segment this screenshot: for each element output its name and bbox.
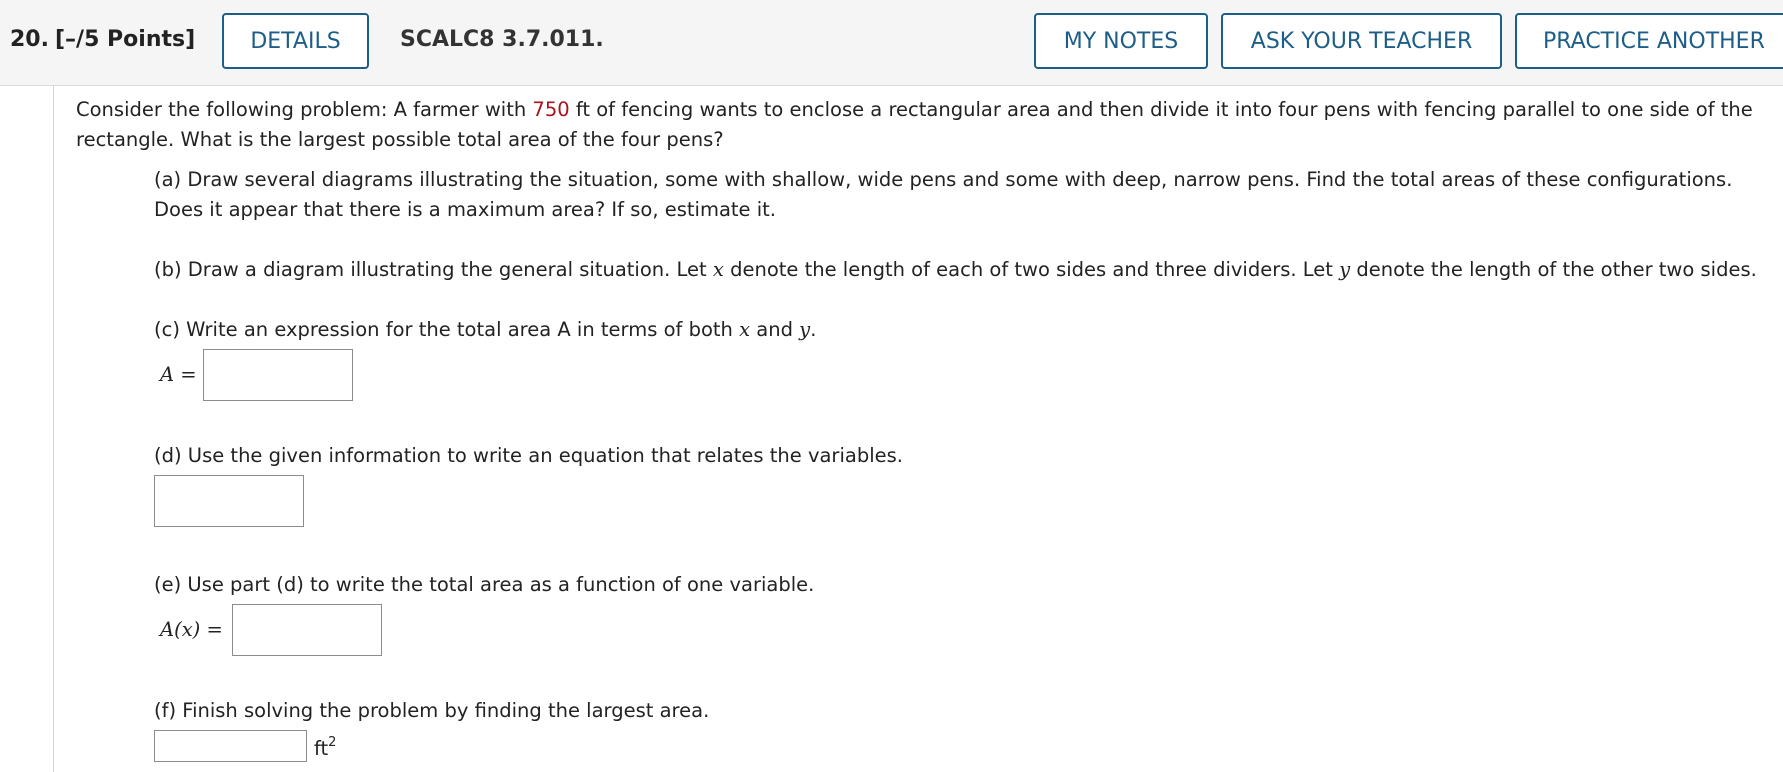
problem-statement (76, 95, 1776, 155)
ask-teacher-button[interactable]: ASK YOUR TEACHER (1221, 13, 1502, 69)
content-left-rule (53, 86, 54, 772)
question-id: SCALC8 3.7.011. (400, 27, 604, 52)
part-b-var-y: y (1339, 258, 1351, 281)
part-b-var-x: x (712, 258, 724, 281)
part-f-text: (f) Finish solving the problem by finding the largest area. (154, 699, 710, 722)
part-c-answer-label: A = (160, 363, 197, 386)
my-notes-button[interactable]: MY NOTES (1034, 13, 1208, 69)
fencing-amount: 750 (532, 98, 570, 121)
part-b-text-2: denote the length of each of two sides and three dividers. Let (723, 258, 1340, 281)
part-b-text-3: denote the length of the other two sides. (1350, 258, 1757, 281)
question-number-points (10, 27, 195, 52)
details-button[interactable]: DETAILS (222, 13, 369, 69)
part-c-period: . (810, 318, 817, 341)
part-b-text (154, 255, 1779, 285)
part-c-var-y: y (799, 318, 811, 341)
part-c-and: and (750, 318, 800, 341)
problem-intro-end: ft of fencing wants to enclose a rectangular area and then divide it into four pens with fencing parallel to one side of the rectangle. What is the largest possible total area of the four pens? (76, 98, 1753, 151)
problem-intro-start: Consider the following problem: A farmer with (76, 98, 533, 121)
question-header (0, 0, 1783, 86)
part-c-text-1: (c) Write an expression for the total area A in terms of both (154, 318, 740, 341)
practice-another-button[interactable]: PRACTICE ANOTHER (1515, 13, 1783, 69)
part-d-answer-input[interactable] (154, 475, 304, 527)
part-d-text: (d) Use the given information to write an equation that relates the variables. (154, 444, 903, 467)
part-c-text (154, 315, 1779, 345)
question-points: [–/5 Points] (54, 27, 196, 52)
part-b-text-1: (b) Draw a diagram illustrating the general situation. Let (154, 258, 713, 281)
question-number: 20. (10, 27, 49, 52)
part-f-unit-exponent: 2 (328, 735, 337, 750)
part-e-answer-input[interactable] (232, 604, 382, 656)
part-e-answer-label: A(x) = (160, 618, 223, 641)
part-f-unit-base: ft (314, 737, 329, 760)
part-f-answer-input[interactable] (154, 730, 307, 762)
part-c-var-x: x (739, 318, 751, 341)
part-f-unit (314, 735, 336, 760)
part-e-text: (e) Use part (d) to write the total area as a function of one variable. (154, 573, 815, 596)
part-c-answer-input[interactable] (203, 349, 353, 401)
part-a-text: (a) Draw several diagrams illustrating the situation, some with shallow, wide pens and some with deep, narrow pens. Find the total areas of these configurations. Does it appear that there is a maximum area? If so, estimate it. (154, 168, 1733, 221)
